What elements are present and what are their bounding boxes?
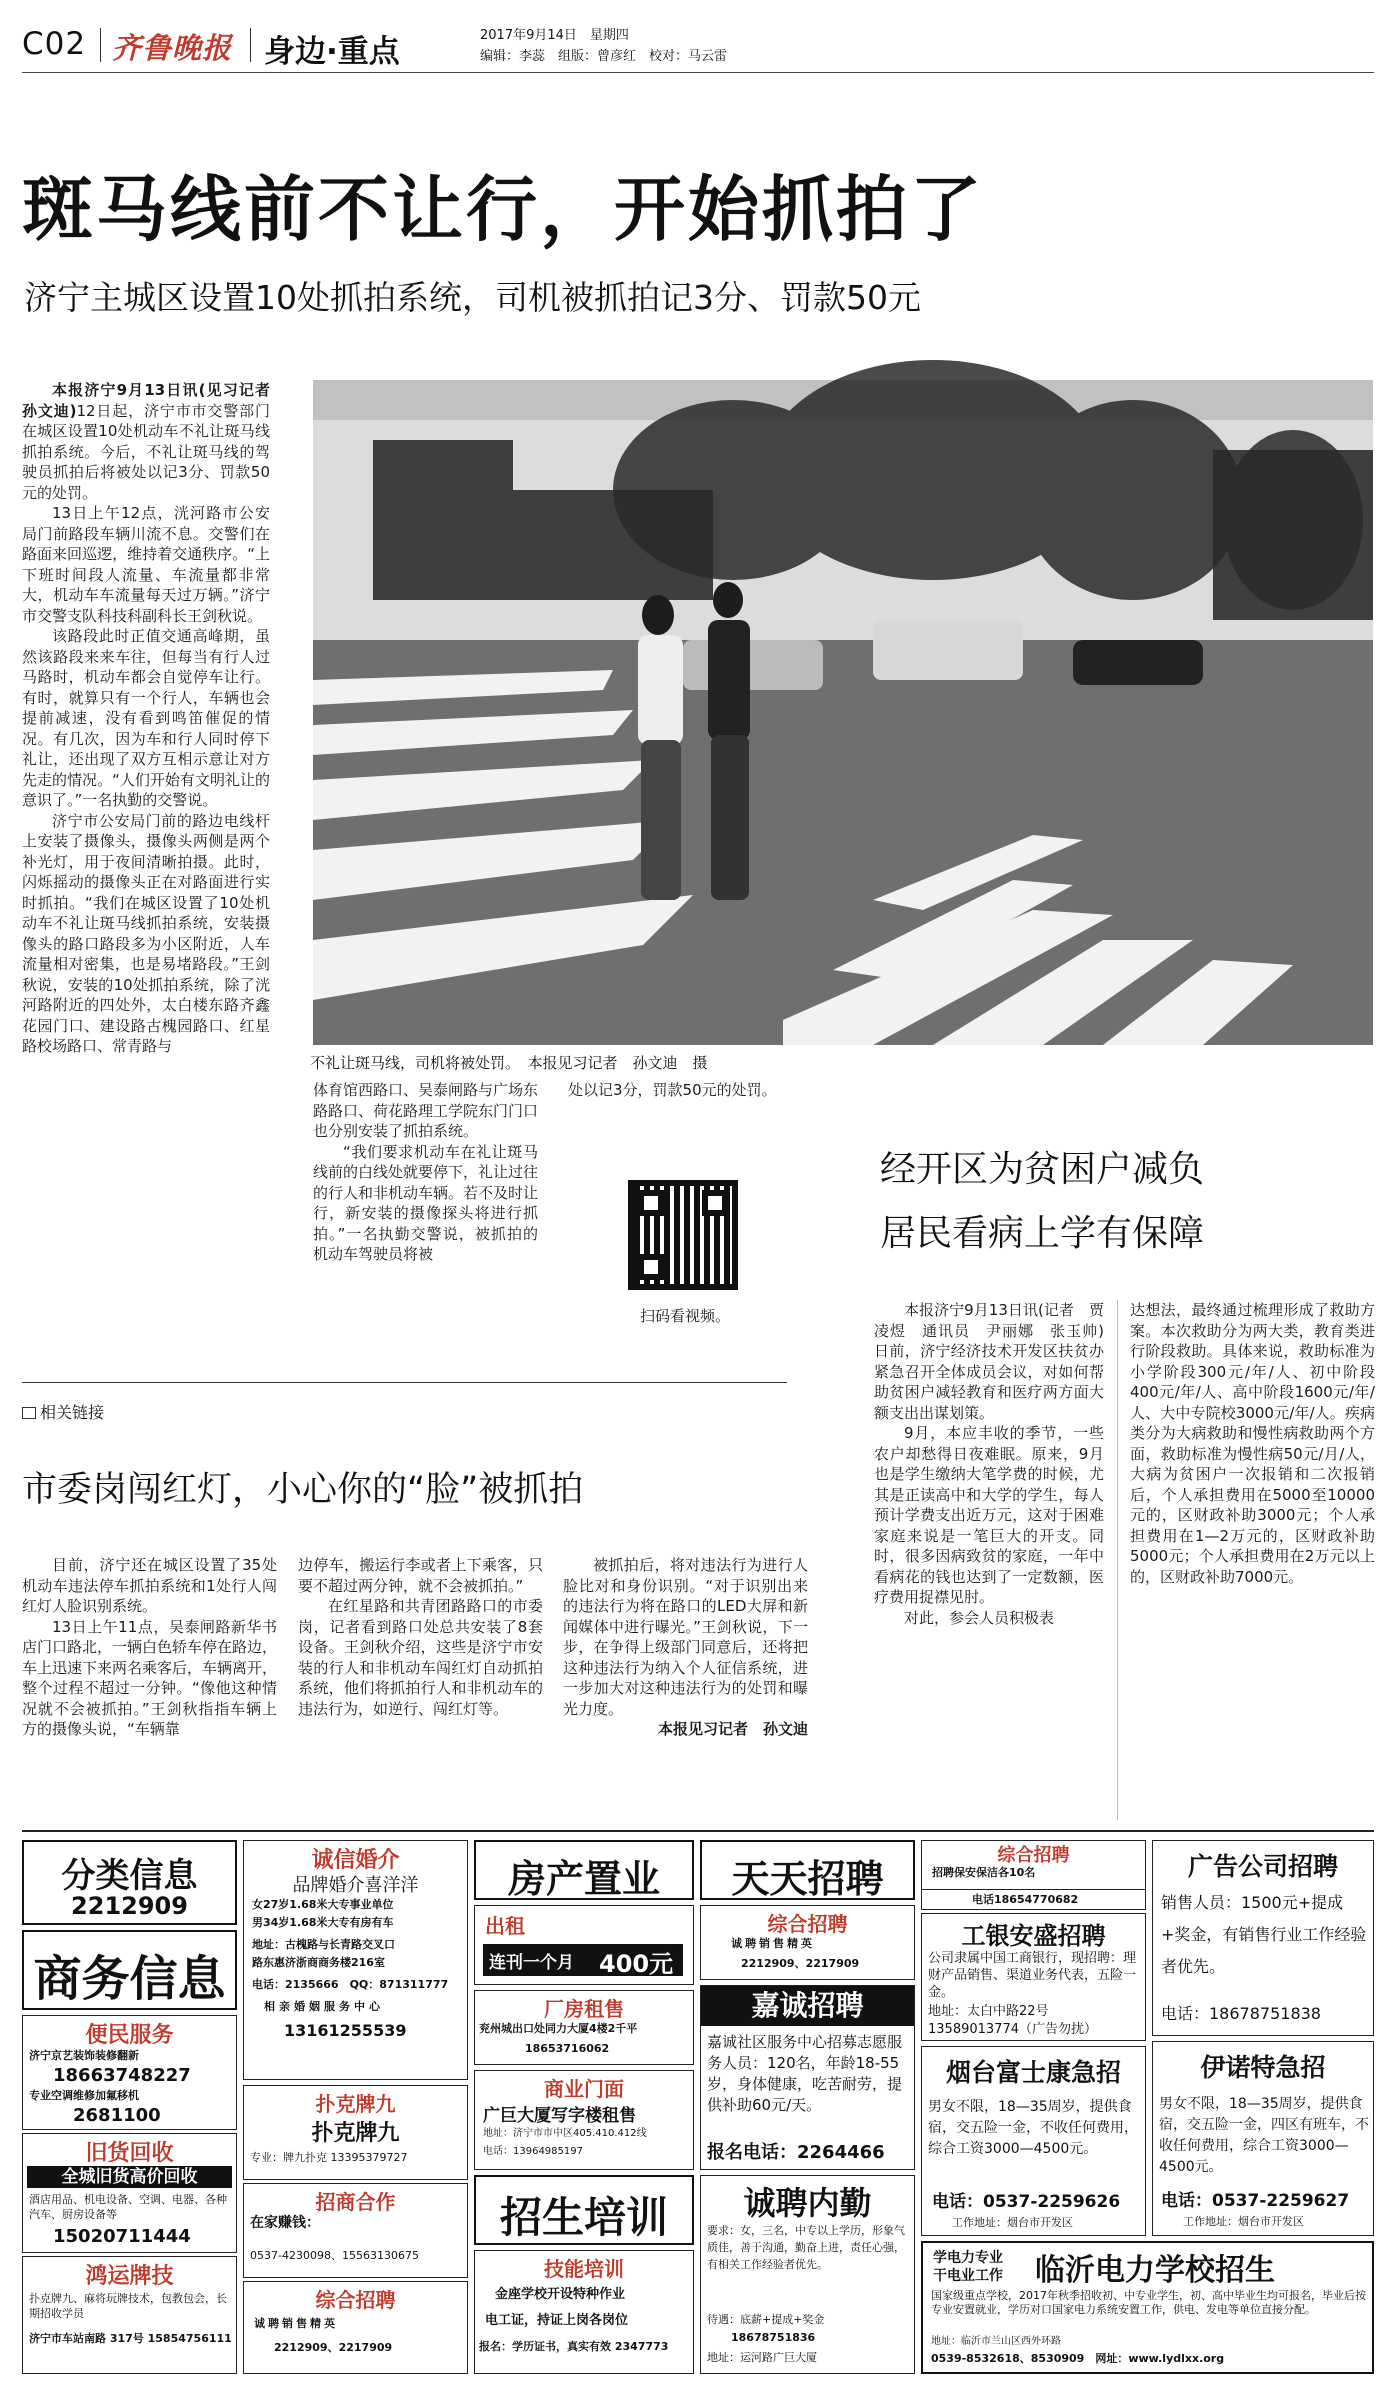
photo-caption: 不礼让斑马线，司机将被处罚。 本报见习记者 孙文迪 摄: [310, 1054, 708, 1072]
lead-photo: [313, 380, 1373, 1045]
issue-date: 2017年9月14日 星期四: [480, 28, 629, 43]
lead-headline: 斑马线前不让行，开始抓拍了: [22, 168, 985, 251]
ad-guanggao: 广告公司招聘 销售人员：1500元+提成+奖金，有销售行业工作经验者优先。 电话：18678751838: [1152, 1840, 1374, 2036]
ad-chengpin: 诚聘内勤 要求：女，三名，中专以上学历，形象气质佳，善于沟通，勤奋上进，责任心强，有相关工作经验者优先。 待遇：底薪+提成+奖金 18678751836 地址：运河路广巨大厦: [700, 2175, 915, 2374]
related-tag-icon: [22, 1407, 36, 1419]
section-title: 身边·重点: [264, 34, 400, 70]
ad-jineng: 技能培训 金座学校开设特种作业 电工证，持证上岗各岗位 报名：学历证书，真实有效 2347773: [474, 2250, 694, 2374]
lead-column-2: 体育馆西路口、吴泰闸路与广场东路路口、荷花路理工学院东门门口也分别安装了抓拍系统。 “我们要求机动车在礼让斑马线前的白线处就要停下，礼让过往的行人和非机动车辆。若不及时让行，新安装的摄像探头将进行抓拍。”一名执勤交警说，被抓拍的机动车驾驶员将被: [313, 1081, 539, 1263]
ad-yantai: 烟台富士康急招 男女不限，18—35周岁，提供食宿，交五险一金，不收任何费用，综合工资3000—4500元。 电话：0537-2259626 工作地址：烟台市开发区: [921, 2046, 1146, 2236]
related-column-3: 被抓拍后，将对违法行为进行人脸比对和身份识别。“对于识别出来的违法行为将在路口的LED大屏和新闻媒体中进行曝光。”王剑秋说，下一步，在争得上级部门同意后，还将把这种违法行为纳入个人征信系统，进一步加大对这种违法行为的处罚和曝光力度。 本报见习记者 孙文迪: [563, 1556, 808, 1738]
lead-column-1: 本报济宁9月13日讯(见习记者 孙文迪)12日起，济宁市市交警部门在城区设置10处机动车不礼让斑马线抓拍系统。今后，不礼让斑马线的驾驶员抓拍后将被处以记3分、罚款50元的处罚。 13日上午12点，洸河路市公安局门前路段车辆川流不息。交警们在路面来回巡逻，维持着交通秩序。“上下班时间段人流量、车流量都非常大，机动车车流量每天过万辆。”济宁市交警支队科技科副科长王剑秋说。 该路段此时正值交通高峰期，虽然该路段来来车往，但每当有行人过马路时，机动车都会自觉停车让行。有时，就算只有一个行人，车辆也会提前减速，没有看到鸣笛催促的情况。有几次，因为车和行人同时停下礼让，还出现了双方互相示意让对方先走的情况。“人们开始有文明礼让的意识了。”一名执勤的交警说。 济宁市公安局门前的路边电线杆上安装了摄像头，摄像头两侧是两个补光灯，用于夜间清晰拍摄。此时，闪烁摇动的摄像头正在对路面进行实时抓拍。“我们在城区设置了10处机动车不礼让斑马线抓拍系统，安装摄像头的路口路段多为小区附近，人车流量相对密集，也是易堵路段。”王剑秋说，安装的10处抓拍系统，除了洸河路附近的四处外，太白楼东路齐鑫花园门口、建设路古槐园路口、红星路校场路口、常青路与: [22, 381, 286, 1055]
story2-headline-1: 经开区为贫困户减负: [880, 1149, 1205, 1190]
ad-hongyun: 鸿运牌技 扑克牌九、麻将玩牌技术，包教包会，长期招收学员 济宁市车站南路 317号 15854756111: [22, 2256, 237, 2374]
ad-jiuhuo: 旧货回收 全城旧货高价回收 酒店用品、机电设备、空调、电器、各种汽车、厨房设备等 15020711444: [22, 2133, 237, 2253]
ad-gongyin: 工银安盛招聘 公司隶属中国工商银行，现招聘：理财产品销售、渠道业务代表，五险一金。 地址：太白中路22号 13589013774（广告勿扰）: [921, 1913, 1146, 2041]
ad-zonghe-3-phone: 电话18654770682: [921, 1890, 1146, 1910]
related-column-2: 边停车，搬运行李或者上下乘客，只要不超过两分钟，就不会被抓拍。” 在红星路和共青团路路口的市委岗，记者看到路口处总共安装了8套设备。王剑秋介绍，这些是济宁市安装的行人和非机动车闯红灯自动抓拍系统，他们将抓拍行人和非机动车的违法行为，如逆行、闯红灯等。: [298, 1556, 543, 1718]
lead-column-3: 处以记3分，罚款50元的处罚。: [568, 1081, 777, 1099]
ad-zhaosheng: 招生培训: [474, 2175, 694, 2245]
ad-jiacheng: 嘉诚招聘 嘉诚社区服务中心招募志愿服务人员：120名，年龄18-55岁，身体健康，吃苦耐劳，提供补助60元/天。 报名电话：2264466: [700, 1985, 915, 2170]
page-number: C02: [22, 26, 87, 62]
crosswalk-photo: [313, 380, 1373, 1045]
ad-yinuo: 伊诺特急招 男女不限，18—35周岁，提供食宿，交五险一金，四区有班车，不收任何费用，综合工资3000—4500元。 电话：0537-2259627 工作地址：烟台市开发区: [1152, 2041, 1374, 2236]
ad-fangchan: 房产置业: [474, 1840, 694, 1900]
related-column-1: 目前，济宁还在城区设置了35处机动车违法停车抓拍系统和1处行人闯红灯人脸识别系统。 13日上午11点，吴泰闸路新华书店门口路北，一辆白色轿车停在路边，车上迅速下来两名乘客后，车辆离开，整个过程不超过一分钟。“像他这种情况就不会被抓拍。”王剑秋指指车辆上方的摄像头说，“车辆靠: [22, 1556, 278, 1738]
story2-column-2: 达想法，最终通过梳理形成了救助方案。本次救助分为两大类，教育类进行阶段救助。具体来说，救助标准为小学阶段300元/年/人、初中阶段400元/年/人、高中阶段1600元/年/人、大中专院校3000元/年/人。疾病类分为大病救助和慢性病救助两个方面，救助标准为慢性病50元/月/人，大病为贫困户一次报销和二次报销后，个人承担费用在5000至10000元的，区财政补助3000元；个人承担费用在1—2万元的，区财政补助5000元；个人承担费用在2万元以上的，区财政补助7000元。: [1130, 1301, 1375, 1586]
ad-zonghe-3: 综合招聘 招聘保安保洁各10名: [921, 1840, 1146, 1890]
related-tag: 相关链接: [22, 1400, 104, 1423]
ad-fenlei: 分类信息 2212909: [22, 1840, 237, 1925]
lead-dateline: 本报济宁9月13日讯(见习记者 孙文迪): [22, 381, 286, 420]
ad-linyi: 学电力专业 干电业工作 临沂电力学校招生 国家级重点学校，2017年秋季招收初、中专业学生，初、高中毕业生均可报名，毕业后按专业安置就业，学历对口国家电力系统安置工作，供电、发电等单位直接分配。 地址：临沂市兰山区西外环路 0539-8532618、8530909 网址：www.lydlxx.org: [921, 2241, 1374, 2374]
ad-shangye: 商业门面 广巨大厦写字楼租售 地址：济宁市市中区405.410.412线 电话：13964985197: [474, 2070, 694, 2170]
ad-puke: 扑克牌九 扑克牌九 专业：牌九扑克 13395379727: [243, 2085, 468, 2180]
related-headline: 市委岗闯红灯，小心你的“脸”被抓拍: [22, 1470, 584, 1510]
ad-tiantian: 天天招聘: [700, 1840, 915, 1900]
qr-code[interactable]: [628, 1180, 738, 1290]
qr-label: 扫码看视频。: [640, 1307, 731, 1325]
masthead-logo: 齐鲁晚报: [112, 31, 233, 65]
ad-bianmin: 便民服务 济宁京艺装饰装修翻新 18663748227 专业空调维修加氟移机 2681100: [22, 2015, 237, 2130]
ad-chuzu: 出租 连刊一个月 400元: [474, 1905, 694, 1985]
ad-shangwu: 商务信息: [22, 1930, 237, 2010]
ad-chengxin: 诚信婚介 品牌婚介喜洋洋 女27岁1.68米大专事业单位 男34岁1.68米大专有房有车 地址：古槐路与长青路交叉口 路东惠济浙商商务楼216室 电话：2135666 QQ：871311777 相亲婚姻服务中心 13161255539: [243, 1840, 468, 2080]
page-header: [0, 0, 1394, 75]
related-byline: 本报见习记者 孙文迪: [657, 1720, 808, 1738]
story2-headline-2: 居民看病上学有保障: [880, 1213, 1205, 1254]
lead-subhead: 济宁主城区设置10处抓拍系统，司机被抓拍记3分、罚款50元: [24, 278, 921, 317]
ad-changfang: 厂房租售 兖州城出口处同力大厦4楼2千平 18653716062: [474, 1990, 694, 2065]
ad-zonghe-2: 综合招聘 诚聘销售精英 2212909、2217909: [700, 1905, 915, 1980]
credits: 编辑：李蕊 组版：曾彦红 校对：马云雷: [480, 49, 728, 64]
ad-zonghe-1: 综合招聘 诚聘销售精英 2212909、2217909: [243, 2281, 468, 2374]
story2-column-1: 本报济宁9月13日讯(记者 贾凌煜 通讯员 尹丽娜 张玉帅) 日前，济宁经济技术开发区扶贫办紧急召开全体成员会议，对如何帮助贫困户减轻教育和医疗两方面大额支出出谋划策。 9月，本应丰收的季节，一些农户却愁得日夜难眠。原来，9月也是学生缴纳大笔学费的时候，尤其是正读高中和大学的学生，每人预计学费支出近万元，这对于困难家庭来说是一笔巨大的开支。同时，很多因病致贫的家庭，一年中看病花的钱也达到了一定数额，医疗费用捉襟见肘。 对此，参会人员积极表: [874, 1301, 1120, 1627]
ad-zhaoshang: 招商合作 在家赚钱： 0537-4230098、15563130675: [243, 2183, 468, 2278]
